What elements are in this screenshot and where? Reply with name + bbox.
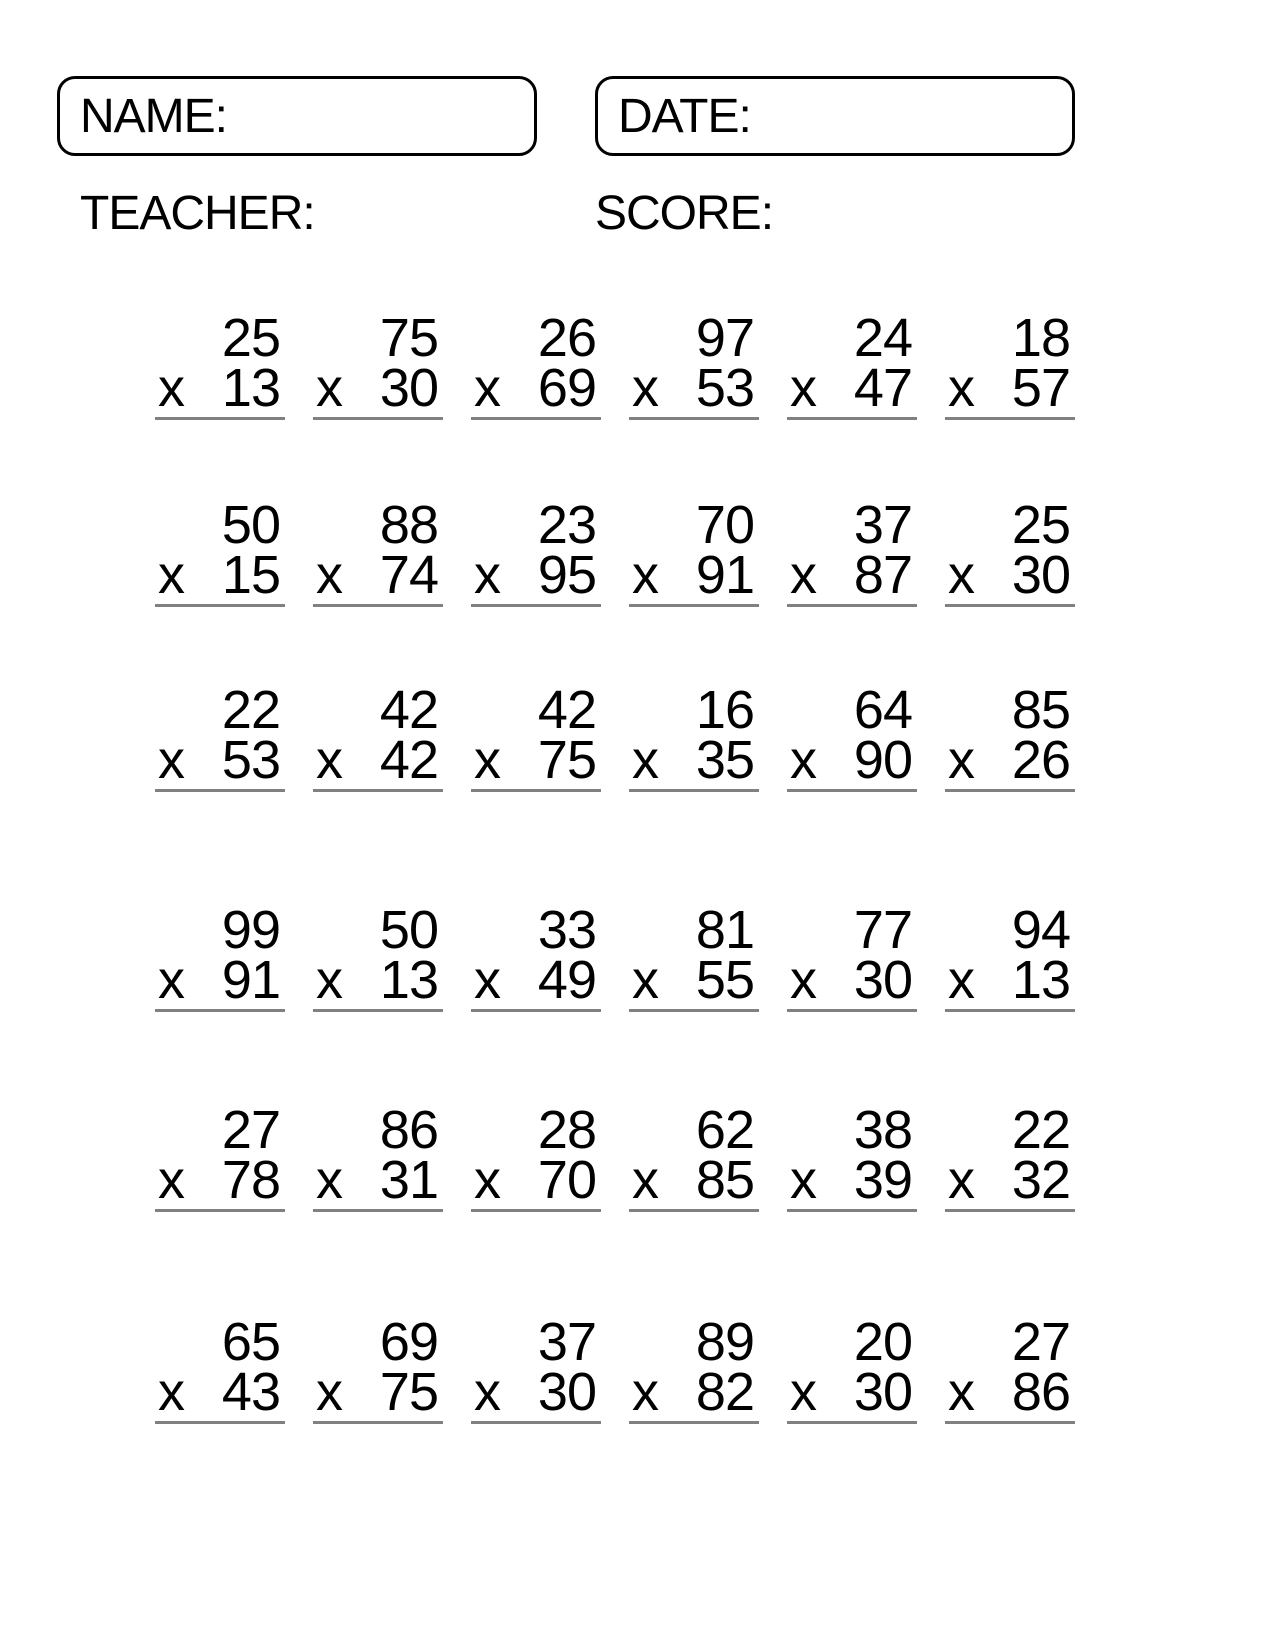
multiplicand: 97	[695, 308, 754, 368]
multiplicand: 64	[853, 680, 912, 740]
multiplicand: 77	[853, 900, 912, 960]
multiply-operator: x	[316, 1150, 342, 1210]
multiply-operator: x	[948, 950, 974, 1010]
answer-line	[787, 545, 917, 607]
multiplication-problem	[313, 495, 443, 607]
answer-line	[313, 358, 443, 420]
answer-line	[471, 950, 601, 1012]
multiply-operator: x	[632, 545, 658, 605]
multiplier: 78	[221, 1150, 280, 1210]
teacher-label: TEACHER:	[80, 187, 315, 240]
multiplication-problem	[155, 495, 285, 607]
multiply-operator: x	[790, 1150, 816, 1210]
multiply-operator: x	[474, 358, 500, 418]
problem-row	[155, 1100, 1075, 1212]
multiplier: 91	[221, 950, 280, 1010]
multiply-operator: x	[632, 730, 658, 790]
multiplicand: 20	[853, 1312, 912, 1372]
multiplicand: 75	[379, 308, 438, 368]
multiplier: 47	[853, 358, 912, 418]
multiplicand: 50	[379, 900, 438, 960]
multiplicand: 27	[1011, 1312, 1070, 1372]
problem-row	[155, 900, 1075, 1012]
multiplier: 30	[379, 358, 438, 418]
multiply-operator: x	[474, 1150, 500, 1210]
multiplier: 95	[537, 545, 596, 605]
multiplier: 90	[853, 730, 912, 790]
multiplication-problem	[471, 495, 601, 607]
answer-line	[155, 1362, 285, 1424]
multiplier: 57	[1011, 358, 1070, 418]
multiplication-problem	[945, 495, 1075, 607]
multiply-operator: x	[790, 1362, 816, 1422]
multiplier: 30	[853, 1362, 912, 1422]
answer-line	[471, 358, 601, 420]
answer-line	[313, 1150, 443, 1212]
multiplier: 15	[221, 545, 280, 605]
multiply-operator: x	[632, 358, 658, 418]
answer-line	[471, 1362, 601, 1424]
multiplication-problem	[471, 1312, 601, 1424]
multiplication-problem	[471, 1100, 601, 1212]
multiplier: 13	[221, 358, 280, 418]
multiply-operator: x	[316, 950, 342, 1010]
date-label: DATE:	[618, 89, 751, 143]
multiply-operator: x	[158, 950, 184, 1010]
answer-line	[155, 545, 285, 607]
multiplication-problem	[945, 308, 1075, 420]
multiplication-problem	[313, 680, 443, 792]
multiplication-problem	[787, 308, 917, 420]
multiplicand: 42	[537, 680, 596, 740]
multiplicand: 25	[221, 308, 280, 368]
multiply-operator: x	[948, 730, 974, 790]
answer-line	[945, 730, 1075, 792]
multiply-operator: x	[632, 1362, 658, 1422]
multiplicand: 70	[695, 495, 754, 555]
multiplication-problem	[945, 900, 1075, 1012]
score-label: SCORE:	[595, 187, 774, 240]
problem-row	[155, 680, 1075, 792]
multiplication-problem	[629, 308, 759, 420]
multiplication-problem	[155, 308, 285, 420]
multiply-operator: x	[790, 358, 816, 418]
answer-line	[787, 358, 917, 420]
multiply-operator: x	[158, 730, 184, 790]
multiplier: 75	[537, 730, 596, 790]
multiply-operator: x	[632, 950, 658, 1010]
name-label: NAME:	[80, 89, 228, 143]
answer-line	[629, 950, 759, 1012]
multiplicand: 88	[379, 495, 438, 555]
multiplier: 30	[1011, 545, 1070, 605]
multiplication-problem	[787, 900, 917, 1012]
multiplier: 75	[379, 1362, 438, 1422]
multiplicand: 94	[1011, 900, 1070, 960]
multiplicand: 23	[537, 495, 596, 555]
answer-line	[787, 1150, 917, 1212]
multiply-operator: x	[790, 950, 816, 1010]
multiplicand: 99	[221, 900, 280, 960]
multiplicand: 89	[695, 1312, 754, 1372]
answer-line	[787, 730, 917, 792]
multiplier: 13	[379, 950, 438, 1010]
answer-line	[629, 1362, 759, 1424]
multiplication-problem	[155, 680, 285, 792]
multiplier: 30	[853, 950, 912, 1010]
multiplication-problem	[155, 1100, 285, 1212]
multiplicand: 42	[379, 680, 438, 740]
multiplicand: 38	[853, 1100, 912, 1160]
multiply-operator: x	[948, 358, 974, 418]
answer-line	[313, 1362, 443, 1424]
multiplicand: 65	[221, 1312, 280, 1372]
name-field-box	[57, 76, 537, 156]
multiplier: 43	[221, 1362, 280, 1422]
multiplication-problem	[313, 1100, 443, 1212]
multiplication-problem	[313, 900, 443, 1012]
multiplier: 42	[379, 730, 438, 790]
multiplier: 26	[1011, 730, 1070, 790]
multiplicand: 62	[695, 1100, 754, 1160]
multiplier: 74	[379, 545, 438, 605]
answer-line	[629, 358, 759, 420]
multiply-operator: x	[158, 1362, 184, 1422]
multiply-operator: x	[790, 545, 816, 605]
multiplicand: 81	[695, 900, 754, 960]
multiplication-problem	[313, 308, 443, 420]
multiplicand: 26	[537, 308, 596, 368]
multiplication-problem	[155, 1312, 285, 1424]
answer-line	[629, 545, 759, 607]
multiplier: 39	[853, 1150, 912, 1210]
answer-line	[787, 1362, 917, 1424]
multiply-operator: x	[316, 545, 342, 605]
multiplier: 49	[537, 950, 596, 1010]
answer-line	[471, 1150, 601, 1212]
multiplication-problem	[471, 680, 601, 792]
multiplication-problem	[945, 1100, 1075, 1212]
multiplier: 53	[695, 358, 754, 418]
multiplicand: 37	[537, 1312, 596, 1372]
multiplier: 86	[1011, 1362, 1070, 1422]
multiply-operator: x	[948, 545, 974, 605]
multiplication-problem	[787, 680, 917, 792]
multiplier: 87	[853, 545, 912, 605]
multiply-operator: x	[158, 1150, 184, 1210]
multiply-operator: x	[316, 358, 342, 418]
answer-line	[945, 1362, 1075, 1424]
multiply-operator: x	[474, 730, 500, 790]
multiplier: 91	[695, 545, 754, 605]
multiplicand: 50	[221, 495, 280, 555]
multiplicand: 24	[853, 308, 912, 368]
multiplication-problem	[787, 1100, 917, 1212]
answer-line	[471, 730, 601, 792]
multiply-operator: x	[790, 730, 816, 790]
answer-line	[629, 1150, 759, 1212]
multiply-operator: x	[158, 358, 184, 418]
multiplicand: 22	[1011, 1100, 1070, 1160]
problem-row	[155, 1312, 1075, 1424]
multiplication-problem	[471, 900, 601, 1012]
multiplier: 31	[379, 1150, 438, 1210]
multiplicand: 85	[1011, 680, 1070, 740]
answer-line	[629, 730, 759, 792]
multiplication-problem	[313, 1312, 443, 1424]
date-field-box	[595, 76, 1075, 156]
multiplier: 13	[1011, 950, 1070, 1010]
multiplication-problem	[945, 1312, 1075, 1424]
answer-line	[313, 950, 443, 1012]
multiplicand: 86	[379, 1100, 438, 1160]
multiplication-problem	[471, 308, 601, 420]
multiplication-problem	[155, 900, 285, 1012]
multiplication-problem	[629, 680, 759, 792]
multiplier: 69	[537, 358, 596, 418]
multiply-operator: x	[474, 1362, 500, 1422]
multiplier: 35	[695, 730, 754, 790]
answer-line	[471, 545, 601, 607]
multiplicand: 16	[695, 680, 754, 740]
multiplier: 53	[221, 730, 280, 790]
problem-row	[155, 308, 1075, 420]
multiplier: 30	[537, 1362, 596, 1422]
multiplier: 55	[695, 950, 754, 1010]
multiply-operator: x	[316, 730, 342, 790]
answer-line	[155, 730, 285, 792]
multiplicand: 33	[537, 900, 596, 960]
multiply-operator: x	[948, 1150, 974, 1210]
answer-line	[155, 358, 285, 420]
answer-line	[945, 545, 1075, 607]
multiplicand: 37	[853, 495, 912, 555]
answer-line	[155, 950, 285, 1012]
multiply-operator: x	[158, 545, 184, 605]
multiplicand: 22	[221, 680, 280, 740]
problem-row	[155, 495, 1075, 607]
multiplicand: 27	[221, 1100, 280, 1160]
multiplicand: 69	[379, 1312, 438, 1372]
multiply-operator: x	[474, 545, 500, 605]
multiplicand: 28	[537, 1100, 596, 1160]
multiplication-problem	[787, 495, 917, 607]
multiply-operator: x	[632, 1150, 658, 1210]
answer-line	[313, 545, 443, 607]
multiplier: 82	[695, 1362, 754, 1422]
multiplication-problem	[945, 680, 1075, 792]
multiplication-problem	[629, 1100, 759, 1212]
answer-line	[945, 950, 1075, 1012]
answer-line	[945, 358, 1075, 420]
multiply-operator: x	[474, 950, 500, 1010]
answer-line	[945, 1150, 1075, 1212]
multiplier: 70	[537, 1150, 596, 1210]
multiplicand: 18	[1011, 308, 1070, 368]
answer-line	[787, 950, 917, 1012]
multiplication-problem	[629, 900, 759, 1012]
answer-line	[155, 1150, 285, 1212]
multiplication-problem	[629, 495, 759, 607]
multiplicand: 25	[1011, 495, 1070, 555]
multiplication-problem	[787, 1312, 917, 1424]
multiplier: 32	[1011, 1150, 1070, 1210]
multiplication-problem	[629, 1312, 759, 1424]
multiply-operator: x	[948, 1362, 974, 1422]
multiply-operator: x	[316, 1362, 342, 1422]
answer-line	[313, 730, 443, 792]
multiplier: 85	[695, 1150, 754, 1210]
